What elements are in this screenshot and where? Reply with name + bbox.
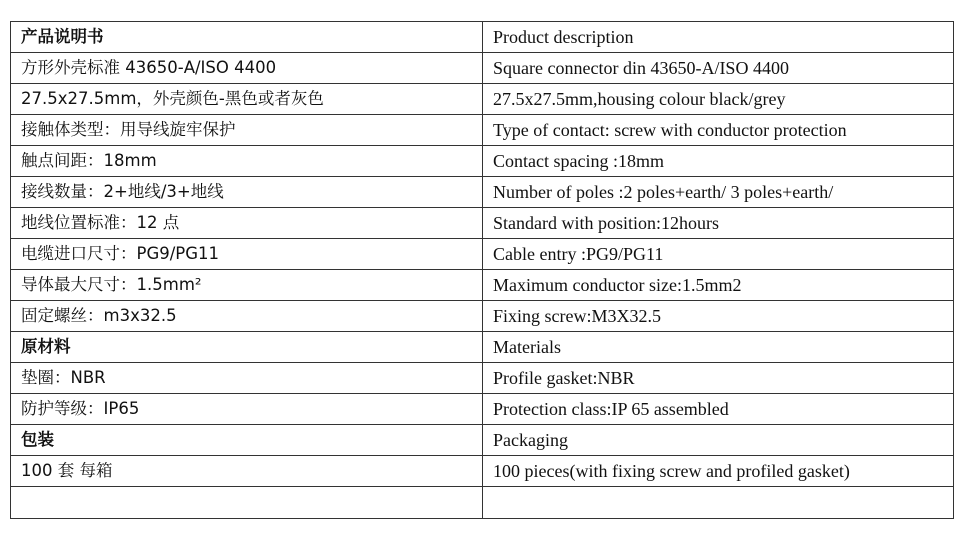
cell-chinese: 100 套 每箱 <box>11 456 483 487</box>
cell-chinese: 电缆进口尺寸：PG9/PG11 <box>11 239 483 270</box>
table-row <box>11 456 954 487</box>
table-row <box>11 425 954 456</box>
cell-chinese: 原材料 <box>11 332 483 363</box>
cell-english: Product description <box>483 22 954 53</box>
cell-english <box>483 487 954 519</box>
cell-chinese: 接触体类型：用导线旋牢保护 <box>11 115 483 146</box>
table-row <box>11 394 954 425</box>
product-spec-table <box>10 21 954 519</box>
cell-chinese: 触点间距：18mm <box>11 146 483 177</box>
cell-chinese: 接线数量：2+地线/3+地线 <box>11 177 483 208</box>
cell-english: Contact spacing :18mm <box>483 146 954 177</box>
cell-chinese: 方形外壳标准 43650-A/ISO 4400 <box>11 53 483 84</box>
cell-chinese: 防护等级：IP65 <box>11 394 483 425</box>
table-row <box>11 270 954 301</box>
cell-english: Maximum conductor size:1.5mm2 <box>483 270 954 301</box>
cell-english: Square connector din 43650-A/ISO 4400 <box>483 53 954 84</box>
cell-chinese: 固定螺丝：m3x32.5 <box>11 301 483 332</box>
table-row <box>11 146 954 177</box>
table-row <box>11 363 954 394</box>
spec-table-body <box>11 22 954 519</box>
cell-english: Protection class:IP 65 assembled <box>483 394 954 425</box>
table-row <box>11 22 954 53</box>
table-row <box>11 84 954 115</box>
table-row <box>11 53 954 84</box>
table-row <box>11 301 954 332</box>
cell-english: Standard with position:12hours <box>483 208 954 239</box>
cell-chinese: 包装 <box>11 425 483 456</box>
spec-sheet <box>10 21 954 519</box>
cell-english: Type of contact: screw with conductor protection <box>483 115 954 146</box>
cell-chinese: 地线位置标准：12 点 <box>11 208 483 239</box>
cell-english: Fixing screw:M3X32.5 <box>483 301 954 332</box>
cell-english: 100 pieces(with fixing screw and profiled gasket) <box>483 456 954 487</box>
cell-english: Profile gasket:NBR <box>483 363 954 394</box>
cell-chinese: 产品说明书 <box>11 22 483 53</box>
cell-english: 27.5x27.5mm,housing colour black/grey <box>483 84 954 115</box>
cell-english: Cable entry :PG9/PG11 <box>483 239 954 270</box>
table-row <box>11 115 954 146</box>
cell-chinese: 垫圈：NBR <box>11 363 483 394</box>
cell-chinese: 导体最大尺寸：1.5mm² <box>11 270 483 301</box>
table-row <box>11 177 954 208</box>
cell-english: Materials <box>483 332 954 363</box>
cell-english: Packaging <box>483 425 954 456</box>
cell-english: Number of poles :2 poles+earth/ 3 poles+earth/ <box>483 177 954 208</box>
table-row <box>11 487 954 519</box>
table-row <box>11 208 954 239</box>
table-row <box>11 332 954 363</box>
cell-chinese <box>11 487 483 519</box>
table-row <box>11 239 954 270</box>
cell-chinese: 27.5x27.5mm，外壳颜色-黑色或者灰色 <box>11 84 483 115</box>
